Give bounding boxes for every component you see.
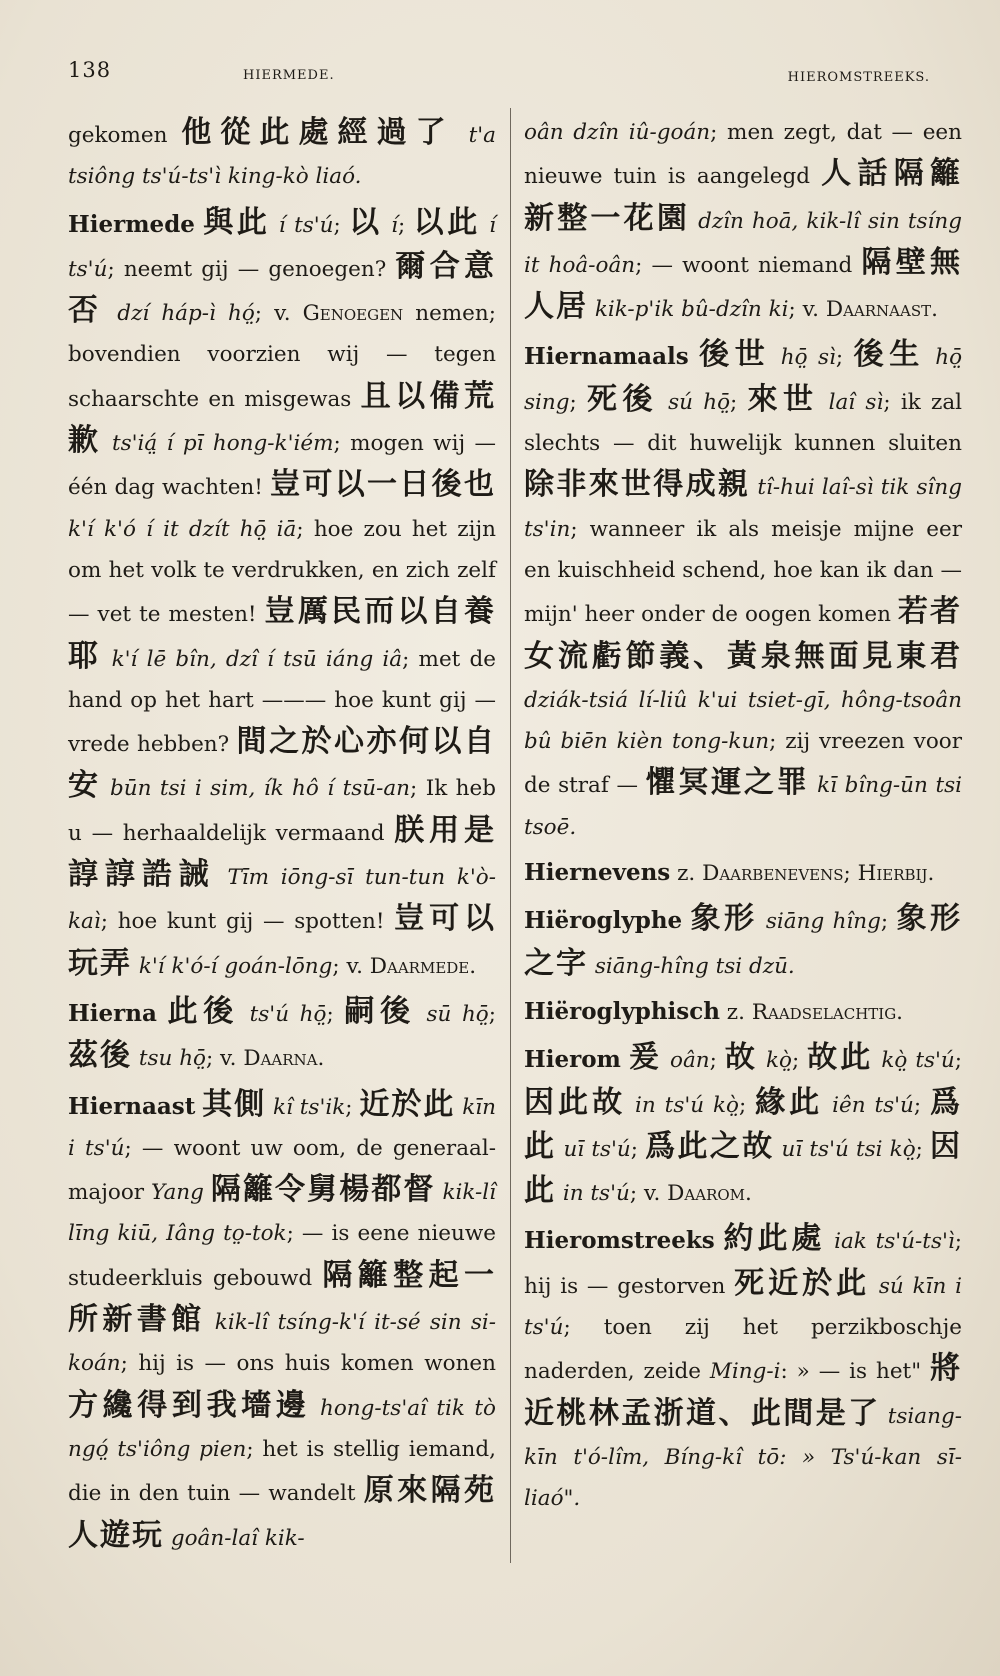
chinese-characters: 其側 [202,1086,267,1122]
definition-text: ; [791,1048,808,1074]
chinese-characters: 與此 [203,204,271,240]
entry-headword: Hiermede [68,210,195,238]
romanization: kī bîng-ūn tsi tsoē. [524,773,963,840]
romanization: siāng hîng [757,909,881,935]
definition-text: ; [326,1001,345,1027]
definition-text: z. [670,861,703,887]
definition-text: z. [719,999,752,1025]
definition-text [621,1048,629,1073]
running-head [68,58,930,88]
right-column [524,112,962,1642]
romanization: kik-lî tsíng-k'í it-sé sin si-koán [68,1310,496,1377]
chinese-characters: 爰 [628,1040,663,1076]
chinese-characters: 隔籬整起一所新書館 [68,1257,497,1338]
definition-text [682,909,690,934]
romanization: ts'iá̤ í pī hong-k'iém [102,431,334,457]
right-running-head: HIEROMSTREEKS. [787,70,930,85]
definition-text: ; [730,389,748,415]
romanization: hō̤ sì [770,345,836,371]
chinese-characters: 以此 [413,204,481,240]
entry-headword: Hiëroglyphe [524,907,683,935]
romanization: t'a tsiông ts'ú-ts'ì king-kò liaó. [68,123,496,190]
definition-text: ; het is stellig iemand, die in den tuin — wandelt [68,1436,496,1507]
cross-reference: Genoegen [302,301,404,327]
romanization: sū hō̤ [415,1001,489,1027]
dictionary-entry [68,112,496,198]
chinese-characters: 茲後 [68,1038,132,1074]
cross-reference: Daarmede. [369,953,477,979]
romanization: Tīm iōng-sī tun-tun k'ò-kaì [68,865,496,935]
romanization: oân dzîn iû-goán [524,120,711,145]
definition-text [689,345,699,370]
definition-text: ; neemt gij — genoegen? [107,256,396,282]
romanization: uī ts'ú tsi kò̤ [774,1136,916,1162]
chinese-characters: 死近於此 [734,1265,871,1301]
chinese-characters: 來世 [747,381,819,417]
definition-text: ; [738,1092,756,1118]
entry-headword: Hieromstreeks [524,1227,715,1255]
chinese-characters: 死後 [587,381,658,417]
romanization: goân-laî kik- [164,1525,305,1551]
romanization: hong-ts'aî tik tò ngó̤ ts'iông pien [68,1395,497,1462]
cross-reference: Daarna. [243,1046,325,1072]
definition-text: ; [333,212,350,238]
chinese-characters: 隔壁無人居 [524,244,963,325]
definition-text: ; wanneer ik als meisje mijne eer en kuischheid schend, hoe kan ik dan — mijn' heer onder de oogen komen [524,516,962,628]
definition-text: ; Ik heb u — herhaaldelijk vermaand [68,776,496,846]
chinese-characters: 以 [349,204,383,240]
romanization: uī ts'ú [556,1136,631,1162]
chinese-characters: 爾合意否 [68,248,497,329]
romanization: būn tsi i sim, ík hô í tsū-an [101,776,411,802]
dictionary-entry [524,1037,962,1214]
definition-text: ; mogen wij — één dag wachten! [68,431,497,501]
chinese-characters: 若者女流虧節義、黃泉無面見東君 [524,594,962,674]
chinese-characters: 因此故 [524,1084,627,1120]
definition-text: ; [488,1001,496,1027]
definition-text: ; ik zal slechts — dit huwelijk kunnen sluiten [524,389,963,457]
entry-headword: Hiëroglyphisch [524,997,720,1025]
definition-text: ; [880,909,897,935]
definition-text: ; v. [788,297,826,323]
definition-text: ; — is eene nieuwe studeerkluis gebouwd [68,1221,496,1291]
chinese-characters: 懼冥運之罪 [645,765,810,801]
romanization: ts'ú hō̤ [239,1001,327,1027]
romanization: in ts'ú kò̤ [626,1092,739,1118]
romanization: sú hō̤ [657,389,731,415]
romanization: sú kīn i ts'ú [524,1273,963,1341]
romanization: k'í k'ó-í goán-lōng [132,953,333,979]
dictionary-entry [68,202,496,987]
definition-text: ; — woont uw oom, de generaal-majoor [68,1135,496,1206]
definition-text: gekomen [68,123,182,148]
chinese-characters: 隔籬令舅楊都督 [210,1172,436,1208]
definition-text: : » — is het" [780,1359,931,1385]
cross-reference: Daarom. [667,1181,752,1207]
chinese-characters: 故 [724,1040,758,1076]
definition-text: ; [709,1048,725,1074]
cross-reference: Daarnaast. [825,297,938,323]
romanization: dzîn hoā, kik-lî sin tsíng it hoâ-oân [524,208,963,278]
dictionary-entry [68,1084,496,1559]
page-number: 138 [68,58,112,82]
dictionary-entry [524,1218,962,1519]
chinese-characters: 後世 [699,337,771,373]
romanization: k'í lē bîn, dzî í tsū iáng iâ [102,646,403,672]
dictionary-entry [524,112,962,330]
definition-text: ; [843,861,858,887]
romanization: kî ts'ik [266,1094,346,1120]
cross-reference: Raadselachtig. [751,999,904,1025]
definition-text [204,1180,211,1205]
chinese-characters: 將近桃林孟浙道、此間是了 [524,1351,963,1431]
definition-text: ; hoe kunt gij — spotten! [100,909,395,935]
column-divider [510,108,511,1563]
chinese-characters: 他從此處經過了 [181,115,455,150]
romanization: siāng-hîng tsi dzū. [588,953,795,979]
definition-text [157,1002,168,1027]
entry-headword: Hiernaast [68,1092,196,1120]
definition-text: ; v. [205,1046,244,1072]
romanization: tsiang-kīn t'ó-lîm, Bíng-kî tō: » Ts'ú-kan sī-liaó". [524,1403,963,1512]
cross-reference: Daarbenevens [702,861,844,887]
chinese-characters: 豈厲民而以自養耶 [68,594,496,674]
dictionary-entry [524,334,962,848]
romanization: kīn i ts'ú [68,1094,497,1161]
definition-text [715,1229,724,1254]
chinese-characters: 約此處 [723,1221,826,1257]
chinese-characters: 象形 [690,901,758,937]
definition-text: ; hij is — ons huis komen wonen [120,1351,496,1377]
definition-text: ; [915,1136,931,1162]
romanization: kò̤ ts'ú [873,1048,955,1074]
chinese-characters: 緣此 [755,1084,824,1120]
entry-headword: Hierna [68,999,157,1027]
chinese-characters: 朕用是諄諄誥誡 [68,812,496,893]
chinese-characters: 方纔得到我墻邊 [68,1387,311,1423]
chinese-characters: 象形之字 [524,901,963,981]
entry-headword: Hiernamaals [524,343,689,371]
romanization: iên ts'ú [823,1092,914,1118]
dictionary-entry [68,991,496,1080]
romanization: oân [662,1048,710,1074]
definition-text: ; toen zij het perzikboschje naderden, zeide [524,1315,962,1385]
chinese-characters: 近於此 [359,1086,456,1122]
chinese-characters: 原來隔苑人遊玩 [68,1473,496,1553]
definition-text: ; v. [254,301,303,327]
chinese-characters: 後生 [853,337,925,373]
romanization: Yang [150,1180,204,1206]
romanization: dziák-tsiá lí-liû k'ui tsiet-gī, hông-tsoân bû biēn kièn tong-kun [524,687,962,755]
romanization: kik-p'ik bû-dzîn ki [588,297,789,323]
definition-text: ; [954,1048,963,1074]
chinese-characters: 且以備荒歉 [68,378,497,459]
left-running-head: HIERMEDE. [243,68,335,83]
definition-text: ; [913,1092,931,1118]
definition-text: ; hoe zou het zijn om het volk te verdrukken, en zich zelf — vet te mesten! [68,516,496,628]
romanization: í ts'ú [270,212,334,238]
dictionary-entry [524,852,962,894]
romanization: dzí háp-ì hó̤ [105,301,255,327]
entry-headword: Hiernevens [524,859,671,887]
chinese-characters: 間之於心亦何以自安 [68,724,496,804]
definition-text: ; [630,1136,646,1162]
definition-text: ; v. [332,953,370,979]
romanization: hō̤ sing [524,345,963,415]
romanization: tî-hui laî-sì tik sîng ts'in [524,475,963,542]
chinese-characters: 除非來世得成親 [524,467,751,503]
definition-text: ; met de hand op het hart ——— hoe kunt gij — vrede hebben? [68,646,496,758]
definition-text: ; men zegt, dat — een nieuwe tuin is aangelegd [524,120,963,190]
romanization: í [382,212,398,238]
romanization: laî sì [818,389,884,415]
definition-text: ; [569,389,588,415]
dictionary-entry [524,991,962,1033]
definition-text: nemen; bovendien voorzien wij — tegen schaarschte en misgewas [68,301,496,412]
chinese-characters: 爲此 [524,1084,963,1164]
definition-text: ; — woont niemand [635,252,862,278]
chinese-characters: 人話隔籬新整一花園 [524,156,962,236]
chinese-characters: 豈可以一日後也 [270,467,497,503]
chinese-characters: 故此 [807,1040,874,1076]
definition-text: ; v. [629,1181,668,1207]
definition-text: ; hij is — gestorven [524,1229,963,1299]
definition-text: ; [345,1094,360,1120]
romanization: iak ts'ú-ts'ì [825,1229,955,1255]
romanization: kò̤ [757,1048,792,1074]
romanization: tsu hō̤ [132,1046,206,1072]
romanization: í ts'ú [68,212,497,282]
romanization: in ts'ú [556,1181,630,1207]
dictionary-entry [524,898,962,987]
romanization: Ming-i [709,1359,781,1385]
left-column [68,112,496,1642]
chinese-characters: 因此 [524,1128,963,1209]
definition-text: ; [835,345,854,371]
cross-reference: Hierbij. [857,861,935,887]
chinese-characters: 豈可以玩弄 [68,901,496,981]
chinese-characters: 此後 [167,993,240,1029]
romanization: kik-lî līng kiū, Iâng to̤-tok [68,1180,497,1247]
chinese-characters: 嗣後 [344,993,416,1029]
chinese-characters: 爲此之故 [645,1128,775,1164]
definition-text: ; [398,212,414,238]
romanization: k'í k'ó í it dzít hō̤ iā [68,516,297,542]
entry-headword: Hierom [524,1046,621,1074]
definition-text: ; zij vreezen voor de straf — [524,729,962,799]
